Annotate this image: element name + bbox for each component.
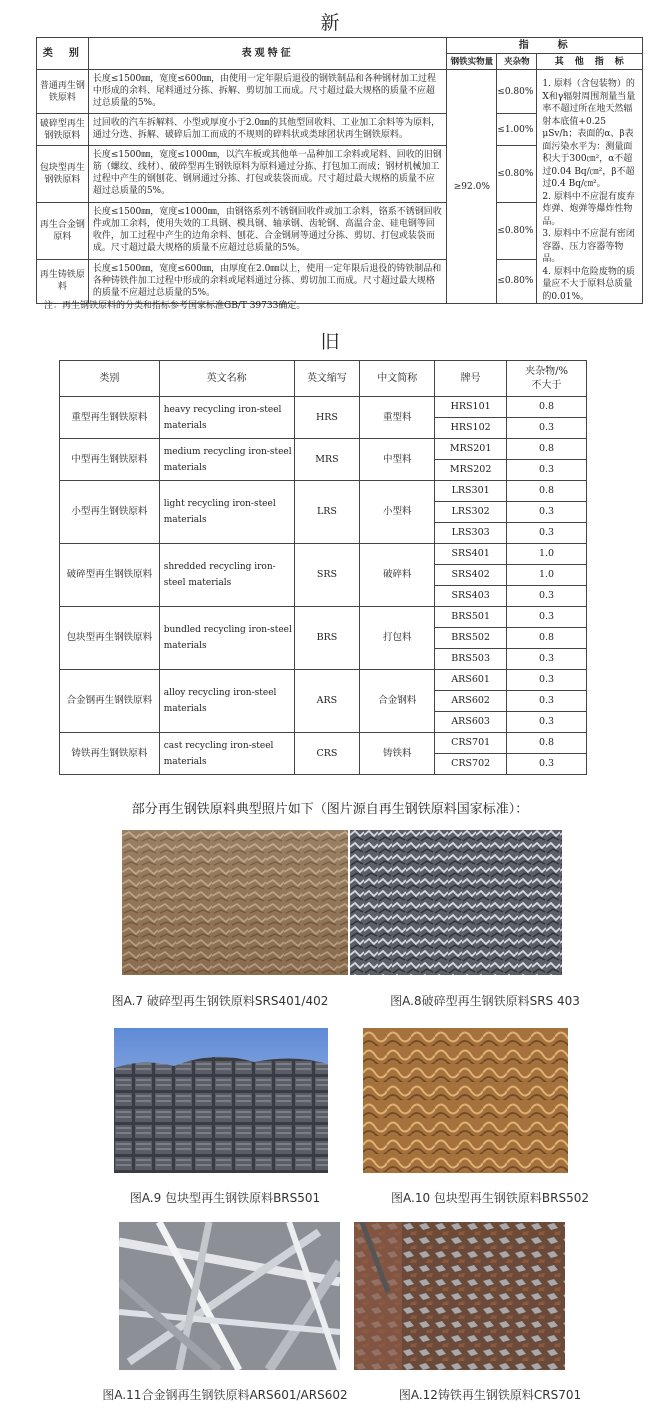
row-category: 再生合金钢原料 bbox=[37, 203, 89, 259]
impurity-cell: 0.3 bbox=[507, 418, 587, 439]
impurity-cell: 0.8 bbox=[507, 397, 587, 418]
group-abbr: SRS bbox=[294, 544, 360, 607]
impurity-cell: 0.8 bbox=[507, 439, 587, 460]
table-row bbox=[60, 397, 587, 418]
bundled-scrap-photo bbox=[114, 1028, 328, 1173]
group-abbr: MRS bbox=[294, 439, 360, 481]
group-category: 合金钢再生钢铁原料 bbox=[60, 670, 160, 733]
photo-caption: 图A.7 破碎型再生钢铁原料SRS401/402 bbox=[111, 994, 329, 1008]
photo-caption: 图A.12铸铁再生钢铁原料CRS701 bbox=[398, 1388, 582, 1402]
photos-intro: 部分再生钢铁原料典型照片如下（图片源自再生钢铁原料国家标准）： bbox=[131, 802, 529, 817]
row-description: 长度≤1500㎜，宽度≤600㎜，由使用一定年限后退役的钢铁制品和各种钢材加工过程中形成的余料、尾料通过分拣、拆解、剪切加工而成。尺寸超过最大规格的质量不应超过总质量的5%。 bbox=[88, 70, 447, 114]
group-category: 包块型再生钢铁原料 bbox=[60, 607, 160, 670]
row-impurity: ≤1.00% bbox=[497, 114, 537, 146]
header-steel-content: 钢铁实物量 bbox=[447, 54, 497, 70]
group-cn-short: 破碎料 bbox=[360, 544, 435, 607]
table-row bbox=[60, 607, 587, 628]
table-row bbox=[60, 670, 587, 691]
group-cn-short: 小型料 bbox=[360, 481, 435, 544]
group-abbr: HRS bbox=[294, 397, 360, 439]
impurity-cell: 0.8 bbox=[507, 628, 587, 649]
grade-cell: SRS402 bbox=[435, 565, 507, 586]
cast-iron-scrap-photo bbox=[354, 1222, 565, 1370]
header-cn-short: 中文简称 bbox=[360, 361, 435, 397]
group-abbr: LRS bbox=[294, 481, 360, 544]
group-abbr: CRS bbox=[294, 733, 360, 775]
header-category: 类别 bbox=[60, 361, 160, 397]
group-category: 中型再生钢铁原料 bbox=[60, 439, 160, 481]
grade-cell: ARS601 bbox=[435, 670, 507, 691]
photo-caption: 图A.10 包块型再生钢铁原料BRS502 bbox=[391, 1191, 589, 1205]
old-section-title: 旧 bbox=[320, 331, 340, 353]
wire-scrap-photo bbox=[363, 1028, 568, 1173]
table-row bbox=[60, 733, 587, 754]
group-category: 铸铁再生钢铁原料 bbox=[60, 733, 160, 775]
shredded-scrap-photo bbox=[350, 830, 562, 975]
impurity-cell: 0.8 bbox=[507, 733, 587, 754]
impurity-cell: 0.8 bbox=[507, 481, 587, 502]
row-description: 过回收的汽车拆解料、小型或厚度小于2.0㎜的其他型回收料、工业加工余料等为原料，通过分选、拆解、破碎后加工而成的不规则的碎料状或类球团状再生钢铁原料。 bbox=[88, 114, 447, 146]
impurity-cell: 0.3 bbox=[507, 586, 587, 607]
grade-cell: CRS701 bbox=[435, 733, 507, 754]
group-abbr: BRS bbox=[294, 607, 360, 670]
group-cn-short: 铸铁料 bbox=[360, 733, 435, 775]
impurity-cell: 0.3 bbox=[507, 691, 587, 712]
group-english-name: bundled recycling iron-steel materials bbox=[159, 607, 294, 670]
impurity-cell: 1.0 bbox=[507, 565, 587, 586]
row-description: 长度≤1500㎜，宽度≤1000㎜，以汽车板或其他单一品种加工余料或尾料、回收的旧钢筋（螺纹、线材）、破碎型再生钢铁原料为原料通过分拣、打包加工而成；钢材机械加工过程中产生的钢刨花、钢屑通过分拣、打包或装袋而成。尺寸超过最大规格的质量不应超过总质量的5%。 bbox=[88, 145, 447, 202]
header-impurity: 夹杂物 bbox=[497, 54, 537, 70]
group-english-name: medium recycling iron-steel materials bbox=[159, 439, 294, 481]
row-category: 破碎型再生钢铁原料 bbox=[37, 114, 89, 146]
grade-cell: LRS303 bbox=[435, 523, 507, 544]
grade-cell: SRS403 bbox=[435, 586, 507, 607]
grade-cell: CRS702 bbox=[435, 754, 507, 775]
row-category: 再生铸铁原料 bbox=[37, 259, 89, 303]
group-cn-short: 打包料 bbox=[360, 607, 435, 670]
group-category: 小型再生钢铁原料 bbox=[60, 481, 160, 544]
group-cn-short: 合金钢料 bbox=[360, 670, 435, 733]
alloy-strip-photo bbox=[119, 1222, 340, 1370]
row-category: 普通再生钢铁原料 bbox=[37, 70, 89, 114]
row-description: 长度≤1500㎜，宽度≤600㎜，由厚度在2.0㎜以上，使用一定年限后退役的铸铁制品和各种铸铁件加工过程中形成的余料或尾料通过分拣、剪切加工而成。尺寸超过最大规格的质量不应超过总质量的5%。 bbox=[88, 259, 447, 303]
header-abbr: 英文缩写 bbox=[294, 361, 360, 397]
group-english-name: alloy recycling iron-steel materials bbox=[159, 670, 294, 733]
header-other: 其 他 指 标 bbox=[537, 54, 643, 70]
table-row bbox=[60, 439, 587, 460]
group-english-name: light recycling iron-steel materials bbox=[159, 481, 294, 544]
grade-cell: LRS302 bbox=[435, 502, 507, 523]
shredded-scrap-photo bbox=[122, 830, 348, 975]
row-category: 包块型再生钢铁原料 bbox=[37, 145, 89, 202]
grade-cell: BRS502 bbox=[435, 628, 507, 649]
impurity-cell: 0.3 bbox=[507, 670, 587, 691]
table-row bbox=[60, 481, 587, 502]
grade-cell: SRS401 bbox=[435, 544, 507, 565]
grade-cell: MRS201 bbox=[435, 439, 507, 460]
impurity-cell: 0.3 bbox=[507, 754, 587, 775]
grade-cell: BRS501 bbox=[435, 607, 507, 628]
group-cn-short: 中型料 bbox=[360, 439, 435, 481]
impurity-cell: 0.3 bbox=[507, 460, 587, 481]
steel-content-value: ≥92.0% bbox=[447, 70, 497, 304]
header-category: 类 别 bbox=[37, 38, 89, 70]
group-cn-short: 重型料 bbox=[360, 397, 435, 439]
photo-caption: 图A.8破碎型再生钢铁原料SRS 403 bbox=[390, 994, 580, 1008]
header-grade: 牌号 bbox=[435, 361, 507, 397]
new-section-title: 新 bbox=[320, 12, 340, 34]
new-table-note: 注：再生钢铁原料的分类和指标参考国家标准GB/T 39733确定。 bbox=[44, 301, 306, 311]
grade-cell: HRS102 bbox=[435, 418, 507, 439]
header-feature: 表观特征 bbox=[88, 38, 447, 70]
table-row bbox=[60, 544, 587, 565]
header-english-name: 英文名称 bbox=[159, 361, 294, 397]
impurity-cell: 0.3 bbox=[507, 712, 587, 733]
header-indicators: 指 标 bbox=[447, 38, 643, 54]
group-english-name: heavy recycling iron-steel materials bbox=[159, 397, 294, 439]
row-description: 长度≤1500㎜，宽度≤1000㎜，由钢铬系列不锈钢回收件或加工余料，铬系不锈钢回收件或加工余料，使用失效的工具钢、模具钢、轴承钢、齿轮钢、高温合金、硅电钢等回收件，加工过程中产生的边角余料、刨花、合金钢屑等通过分拣、剪切、打包或装袋而成。尺寸超过最大规格的质量不应超过总质量的5%。 bbox=[88, 203, 447, 259]
group-abbr: ARS bbox=[294, 670, 360, 733]
impurity-cell: 1.0 bbox=[507, 544, 587, 565]
impurity-cell: 0.3 bbox=[507, 649, 587, 670]
impurity-cell: 0.3 bbox=[507, 523, 587, 544]
row-impurity: ≤0.80% bbox=[497, 259, 537, 303]
photo-caption: 图A.11合金钢再生钢铁原料ARS601/ARS602 bbox=[102, 1388, 348, 1402]
group-english-name: cast recycling iron-steel materials bbox=[159, 733, 294, 775]
group-category: 重型再生钢铁原料 bbox=[60, 397, 160, 439]
group-english-name: shredded recycling iron-steel materials bbox=[159, 544, 294, 607]
grade-cell: BRS503 bbox=[435, 649, 507, 670]
grade-cell: HRS101 bbox=[435, 397, 507, 418]
old-standard-table bbox=[59, 360, 587, 775]
impurity-cell: 0.3 bbox=[507, 502, 587, 523]
row-impurity: ≤0.80% bbox=[497, 70, 537, 114]
grade-cell: ARS602 bbox=[435, 691, 507, 712]
row-impurity: ≤0.80% bbox=[497, 145, 537, 202]
group-category: 破碎型再生钢铁原料 bbox=[60, 544, 160, 607]
grade-cell: LRS301 bbox=[435, 481, 507, 502]
other-indicators: 1. 原料（含包装物）的X和γ辐射周围剂量当量率不超过所在地天然辐射本底值+0.25 μSv/h；表面的α、β表面污染水平为：测量面积大于300㎝²，α不超过0.04 Bq/㎝²，β不超过0.4 Bq/㎝²。 2. 原料中不应混有废弃炸弹、炮弹等爆炸性物品。 3. 原料中不应混有密闭容器、压力容器等物品。 4. 原料中危险废物的质量应不大于原料总质量的0.01%。 bbox=[537, 70, 643, 304]
grade-cell: ARS603 bbox=[435, 712, 507, 733]
grade-cell: MRS202 bbox=[435, 460, 507, 481]
photo-caption: 图A.9 包块型再生钢铁原料BRS501 bbox=[129, 1191, 321, 1205]
impurity-cell: 0.3 bbox=[507, 607, 587, 628]
header-impurity: 夹杂物/% 不大于 bbox=[507, 361, 587, 397]
new-standard-table bbox=[36, 37, 643, 304]
row-impurity: ≤0.80% bbox=[497, 203, 537, 259]
